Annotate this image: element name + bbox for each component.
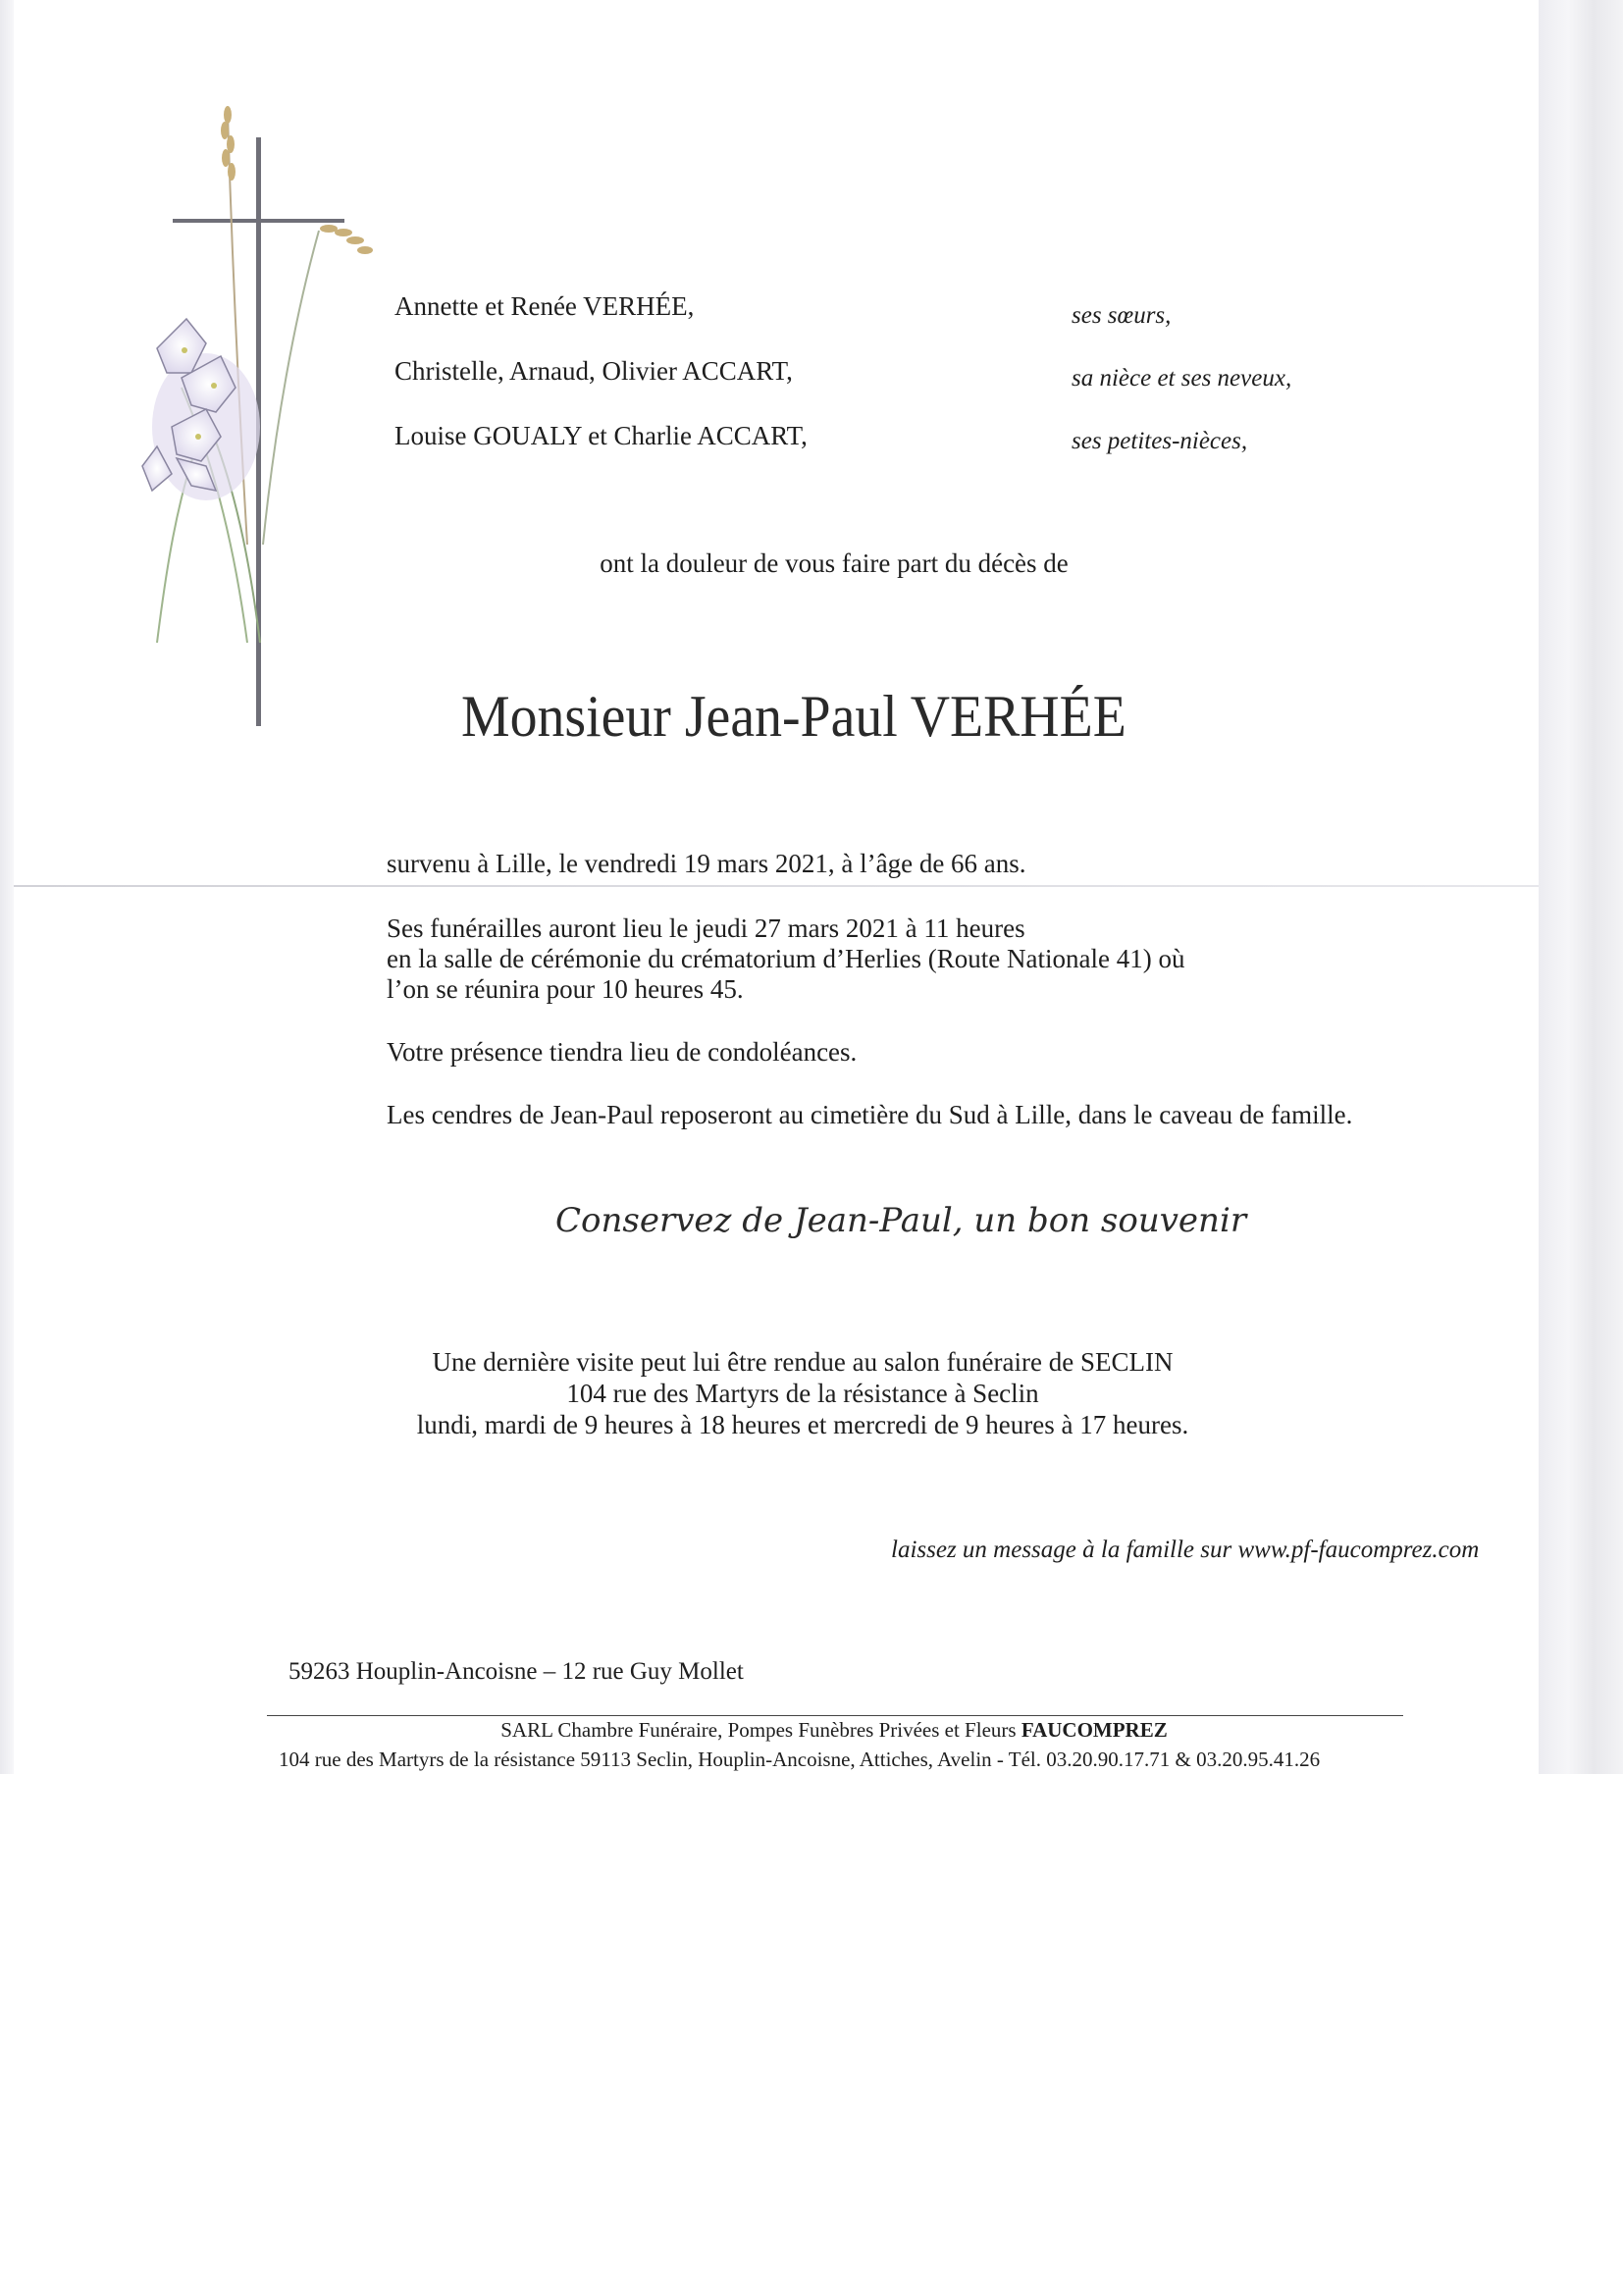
funeral-line: Ses funérailles auront lieu le jeudi 27 mars 2021 à 11 heures [387, 913, 1025, 943]
deceased-name: Monsieur Jean-Paul VERHÉE [461, 684, 1126, 749]
visit-line: lundi, mardi de 9 heures à 18 heures et mercredi de 9 heures à 17 heures. [416, 1410, 1189, 1439]
paper-edge-right [1539, 0, 1623, 1774]
family-relation: sa nièce et ses neveux, [1072, 365, 1292, 391]
family-relation: ses sœurs, [1072, 302, 1172, 329]
local-address: 59263 Houplin-Ancoisne – 12 rue Guy Mollet [288, 1658, 744, 1685]
fold-line [14, 885, 1539, 887]
visit-line: 104 rue des Martyrs de la résistance à Seclin [566, 1379, 1039, 1408]
family-member-name: Christelle, Arnaud, Olivier ACCART, [394, 356, 793, 386]
condolences-line: Votre présence tiendra lieu de condoléances. [387, 1037, 858, 1067]
family-member-name: Annette et Renée VERHÉE, [394, 291, 695, 321]
remembrance-line: Conservez de Jean-Paul, un bon souvenir [555, 1201, 1247, 1240]
family-relation: ses petites-nièces, [1072, 428, 1248, 454]
announcement-line: ont la douleur de vous faire part du décès de [600, 548, 1069, 578]
funeral-line: en la salle de cérémonie du crématorium d’Herlies (Route Nationale 41) où [387, 944, 1185, 973]
ashes-line: Les cendres de Jean-Paul reposeront au cimetière du Sud à Lille, dans le caveau de famille. [387, 1100, 1353, 1129]
family-member-name: Louise GOUALY et Charlie ACCART, [394, 421, 808, 450]
scan-blank-area [0, 1774, 1623, 2296]
company-name: FAUCOMPREZ [1021, 1718, 1168, 1742]
paper-edge-left [0, 0, 14, 1774]
death-line: survenu à Lille, le vendredi 19 mars 2021, à l’âge de 66 ans. [387, 849, 1026, 878]
company-address: 104 rue des Martyrs de la résistance 59113 Seclin, Houplin-Ancoisne, Attiches, Avelin - Tél. 03.20.90.17.71 & 03.20.95.41.26 [279, 1748, 1321, 1771]
visit-line: Une dernière visite peut lui être rendue au salon funéraire de SECLIN [432, 1347, 1174, 1377]
web-message: laissez un message à la famille sur www.pf-faucomprez.com [891, 1537, 1480, 1563]
funeral-line: l’on se réunira pour 10 heures 45. [387, 974, 744, 1004]
company-prefix: SARL Chambre Funéraire, Pompes Funèbres Privées et Fleurs [500, 1718, 1017, 1742]
company-line [0, 1717, 1623, 1743]
footer-divider [267, 1715, 1403, 1716]
cross-with-lilies-icon [137, 93, 393, 731]
